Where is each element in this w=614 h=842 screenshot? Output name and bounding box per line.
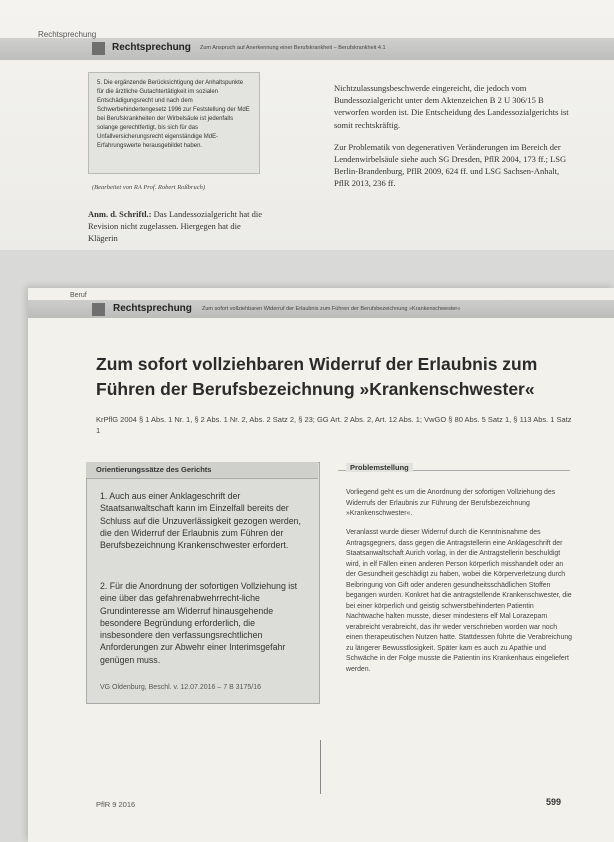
norm-references: KrPflG 2004 § 1 Abs. 1 Nr. 1, § 2 Abs. 1 Nr. 2, Abs. 2 Satz 2, § 23; GG Art. 2 Abs. 2, Art. 12 Abs. 1; VwGO § 80 Abs. 5 Satz 1, § 113 Abs. 1 Satz 1 [96, 415, 572, 435]
top-section-label: Rechtsprechung [38, 30, 97, 39]
top-anmerkung-text: Das Landessozialgericht hat die Revision nicht zugelassen. Hiergegen hat die Klägerin [88, 209, 262, 243]
front-section-label: Beruf [70, 292, 87, 299]
article-title [96, 352, 566, 402]
top-boxed-leitsatz: 5. Die ergänzende Berücksichtigung der Anhaltspunkte für die ärztliche Gutachtertätigkeit im sozialen Entschädigungsrecht und nach dem Schwerbehindertengesetz 1996 zur Feststellung der MdE bei Berufskrankheiten der Wirbelsäule ist jedenfalls solange gerechtfertigt, bis sich für das Unfallversicherungsrecht eigenständige MdE-Erfahrungswerte herausgebildet haben. [88, 72, 260, 174]
top-header-title: Rechtsprechung [112, 42, 191, 53]
problemstellung-heading: Problemstellung [346, 463, 413, 472]
top-anmerkung [88, 208, 266, 244]
orientierungssatz-2: 2. Für die Anordnung der sofortigen Vollziehung ist eine über das gefahrenabwehrrecht-liche Grundinteresse am Widerruf hinausgehende besondere Begründung erforderlich, die insbesondere den verfassungsrechtlichen Anforderungen zur Abwehr einer Interimsgefahr genügen muss. [100, 581, 298, 665]
article-title-line-2: Führen der Berufsbezeichnung »Krankenschwester« [96, 379, 535, 399]
column-divider [320, 740, 321, 794]
front-header-subtitle: Zum sofort vollziehbaren Widerruf der Erlaubnis zum Führen der Berufsbezeichnung »Krankenschwester« [202, 306, 461, 312]
top-column-2 [334, 82, 574, 200]
top-header-subtitle: Zum Anspruch auf Anerkennung einer Berufskrankheit – Berufskrankheit 4.1 [200, 45, 386, 51]
top-col2-paragraph-2: Zur Problematik von degenerativen Veränderungen im Bereich der Lendenwirbelsäule siehe auch SG Dresden, PflR 2004, 173 ff.; LSG Berlin-Brandenburg, PflR 2009, 624 ff. und LSG Sachsen-Anhalt, PflR 2013, 236 ff. [334, 141, 567, 189]
front-header-square-icon [92, 303, 105, 316]
problemstellung-paragraph-1: Vorliegend geht es um die Anordnung der sofortigen Vollziehung des Widerrufs der Erlaubnis zur Führung der Berufsbezeichnung »Krankenschwester«. [346, 489, 556, 517]
top-anmerkung-label: Anm. d. Schriftl.: [88, 209, 152, 219]
court-citation: VG Oldenburg, Beschl. v. 12.07.2016 – 7 B 3175/16 [100, 684, 261, 691]
footer-page-number: 599 [546, 797, 562, 807]
orientierungssaetze-heading: Orientierungssätze des Gerichts [96, 465, 212, 474]
article-title-line-1: Zum sofort vollziehbaren Widerruf der Erlaubnis zum [96, 354, 538, 374]
top-bearbeitet: (Bearbeitet von RA Prof. Robert Roßbruch) [92, 184, 206, 191]
footer-journal: PflR 9 2016 [96, 800, 136, 809]
problemstellung-paragraph-2: Veranlasst wurde dieser Widerruf durch die Kenntnisnahme des Antragsgegners, dass gegen die Antragstellerin eine Anklageschrift der Staatsanwaltschaft Aurich vorlag, in der die Antragstellerin beschuldigt wird, in elf Fällen einen anderen Person körperlich misshandelt oder an der Gesundheit geschädigt zu haben, wobei die Körperverletzung durch Beibringung von Gift oder anderen gesundheitsschädlichen Stoffen begangen wurden. Konkret hat die antragstellende Krankenschwester, die bei einer körperlich und geistig schwerstbehinderten Patientin Nachtwache halten musste, dieser mindestens elf Mal Lorazepam verabreicht verabreicht, das ihr weder verschrieben worden war noch einen therapeutischen Nutzen hatte. Stattdessen führte die Verabreichung zu längerer Bewusstlosigkeit. Später kam es auch zu Apathie und Schwäche in der Folge musste die Patientin ins Krankenhaus eingeliefert werden. [346, 529, 573, 673]
orientierungssatz-1: 1. Auch aus einer Anklageschrift der Staatsanwaltschaft kann im Einzelfall bereits der Schluss auf die Unzuverlässigkeit gezogen werden, die den Widerruf der Erlaubnis zum Führen der Berufsbezeichnung Krankenschwester erfordert. [100, 491, 301, 551]
top-header-square-icon [92, 42, 105, 55]
top-col2-paragraph-1: Nichtzulassungsbeschwerde eingereicht, die jedoch vom Bundessozialgericht unter dem Aktenzeichen B 2 U 306/15 B verworfen worden ist. Die Entscheidung des Landessozialgerichts ist somit rechtskräftig. [334, 83, 569, 130]
front-header-title: Rechtsprechung [113, 303, 192, 314]
